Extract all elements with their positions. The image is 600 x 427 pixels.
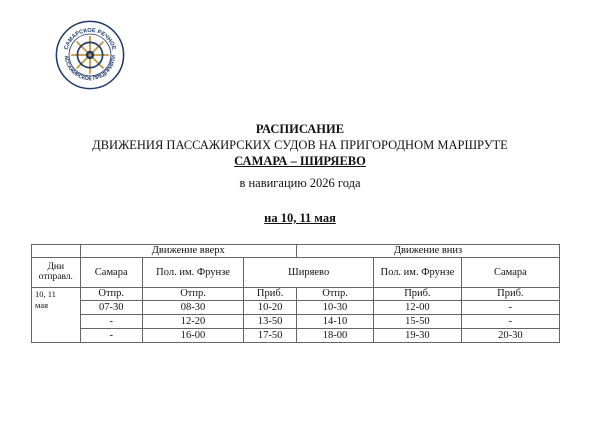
station-header-row (32, 258, 560, 288)
op-label: Приб. (244, 288, 297, 301)
op-label: Приб. (374, 288, 462, 301)
logo-text-top: САМАРСКОЕ РЕЧНОЕ (63, 27, 117, 51)
station-samara-down: Самара (461, 258, 559, 288)
days-value-line: мая (35, 299, 49, 310)
days-value-line: 10, 11 (35, 289, 56, 299)
page-title: РАСПИСАНИЕ (255, 122, 345, 136)
time-cell: - (80, 315, 142, 329)
time-cell: 13-50 (244, 315, 297, 329)
station-shiryaevo: Ширяево (244, 258, 374, 288)
time-cell: 17-50 (244, 329, 297, 343)
time-cell: - (461, 315, 559, 329)
time-cell: 12-00 (374, 301, 462, 315)
operation-header-row (32, 288, 560, 301)
time-cell: - (80, 329, 142, 343)
time-cell: 18-00 (297, 329, 374, 343)
days-header-line: Дни (47, 261, 65, 272)
station-samara-up: Самара (80, 258, 142, 288)
route-name: САМАРА – ШИРЯЕВО (234, 154, 366, 168)
table-row (32, 315, 560, 329)
time-cell: 16-00 (142, 329, 243, 343)
empty-corner-cell (32, 245, 81, 258)
season-text: в навигацию 2026 года (239, 176, 361, 190)
time-cell: 07-30 (80, 301, 142, 315)
time-cell: 10-30 (297, 301, 374, 315)
op-label: Отпр. (142, 288, 243, 301)
schedule-table (31, 244, 560, 343)
company-logo (55, 20, 125, 90)
table-row (32, 329, 560, 343)
time-cell: 19-30 (374, 329, 462, 343)
table-row (32, 301, 560, 315)
op-label: Приб. (461, 288, 559, 301)
page-subtitle: ДВИЖЕНИЯ ПАССАЖИРСКИХ СУДОВ НА ПРИГОРОДНОМ МАРШРУТЕ (92, 138, 508, 152)
op-label: Отпр. (297, 288, 374, 301)
logo-text-bottom: АССАЖИРСКОЕ ПРЕДПРИЯТИ (62, 54, 118, 83)
ships-wheel-icon (72, 37, 108, 73)
station-frunze-up: Пол. им. Фрунзе (142, 258, 243, 288)
days-header (32, 258, 81, 288)
time-cell: 20-30 (461, 329, 559, 343)
time-cell: 12-20 (142, 315, 243, 329)
op-label: Отпр. (80, 288, 142, 301)
days-header-line: отправл. (38, 271, 73, 282)
schedule-dates: на 10, 11 мая (264, 211, 336, 225)
time-cell: 14-10 (297, 315, 374, 329)
time-cell: - (461, 301, 559, 315)
direction-header-row (32, 245, 560, 258)
time-cell: 10-20 (244, 301, 297, 315)
time-cell: 08-30 (142, 301, 243, 315)
direction-up-header: Движение вверх (80, 245, 296, 258)
station-frunze-down: Пол. им. Фрунзе (374, 258, 462, 288)
direction-down-header: Движение вниз (297, 245, 560, 258)
time-cell: 15-50 (374, 315, 462, 329)
days-value-cell (32, 288, 81, 343)
